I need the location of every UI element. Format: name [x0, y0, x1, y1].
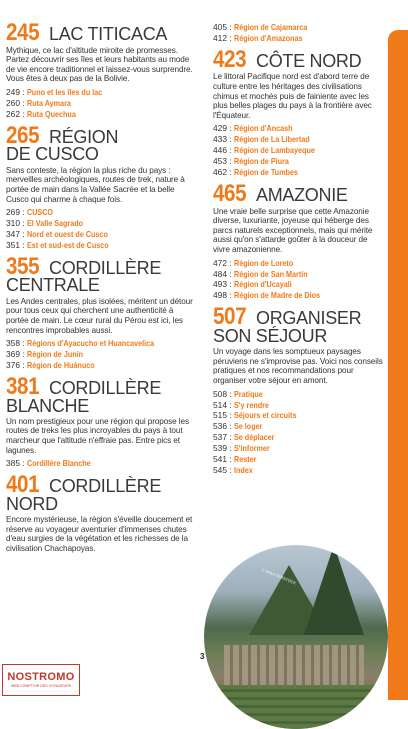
- section-description: Sans conteste, la région la plus riche du pays : merveilles archéologiques, routes de trek, nature à portée de main dans la Vallée Sacrée et la belle Cusco qui charme à chaque fois.: [6, 165, 185, 204]
- terrace-shape: [204, 685, 388, 729]
- entry-page: 514: [213, 399, 227, 410]
- section-heading: [6, 471, 198, 514]
- entry-page: 462: [213, 167, 227, 178]
- entry-page: 369: [6, 349, 20, 360]
- entry-name-link[interactable]: Se déplacer: [233, 432, 275, 443]
- section-title[interactable]: AMAZONIE: [256, 185, 348, 206]
- entry-list: [6, 87, 198, 120]
- entry-name-link[interactable]: Région de San Martín: [233, 268, 308, 279]
- entry-separator: :: [229, 454, 232, 465]
- entry-name-link[interactable]: Séjours et circuits: [233, 410, 297, 421]
- page-number: 3: [200, 652, 205, 661]
- toc-entry[interactable]: [213, 156, 383, 167]
- entry-separator: :: [22, 218, 25, 229]
- entry-page: 412: [213, 32, 227, 43]
- photo-credit: © SHUTTERSTOCK: [261, 567, 297, 586]
- entry-page: 347: [6, 228, 20, 239]
- entry-list: [6, 338, 198, 371]
- entry-name-link[interactable]: El Valle Sagrado: [26, 218, 84, 229]
- entry-name-link[interactable]: Région d'Ancash: [233, 123, 293, 134]
- section-page-number[interactable]: 401: [6, 471, 40, 499]
- entry-separator: :: [229, 123, 232, 134]
- section-heading: [213, 45, 383, 73]
- nostromo-logo[interactable]: [2, 664, 80, 696]
- toc-section: [6, 19, 198, 120]
- entry-list: [6, 458, 198, 469]
- entry-name-link[interactable]: Région d'Amazonas: [233, 32, 303, 43]
- entry-list: [213, 258, 383, 302]
- toc-entry[interactable]: [213, 123, 383, 134]
- entry-name-link[interactable]: Ruta Aymara: [26, 97, 71, 108]
- machu-picchu-photo: [204, 545, 388, 729]
- entry-name-link[interactable]: Région de Piura: [233, 156, 289, 167]
- entry-page: 545: [213, 465, 227, 476]
- entry-separator: :: [229, 421, 232, 432]
- toc-entry[interactable]: [213, 443, 383, 454]
- entry-name-link[interactable]: Puno et les îles du lac: [26, 86, 103, 97]
- toc-entry[interactable]: [213, 22, 383, 33]
- section-title[interactable]: CENTRALE: [6, 275, 100, 296]
- toc-entry[interactable]: [213, 279, 383, 290]
- toc-section: [6, 471, 198, 553]
- entry-separator: :: [229, 22, 232, 32]
- section-title[interactable]: NORD: [6, 493, 58, 514]
- section-title[interactable]: ORGANISER: [256, 308, 362, 329]
- toc-section: [213, 303, 383, 476]
- entry-separator: :: [229, 167, 232, 178]
- entry-page: 541: [213, 454, 227, 465]
- entry-page: 262: [6, 108, 20, 119]
- toc-entry[interactable]: [6, 349, 198, 360]
- entry-separator: :: [22, 108, 25, 119]
- entry-separator: :: [22, 207, 25, 218]
- toc-entry[interactable]: [213, 465, 383, 476]
- toc-section: [213, 45, 383, 178]
- entry-list: [213, 389, 383, 476]
- section-description: Le littoral Pacifique nord est d'abord terre de culture entre les héritages des civilisations chimus et mochés puis de fainiente avec les plus belles plages du pays à la frontière avec l'Équateur.: [213, 72, 372, 120]
- entry-separator: :: [229, 134, 232, 145]
- section-page-number[interactable]: 245: [6, 19, 40, 46]
- entry-name-link[interactable]: Rester: [233, 454, 257, 465]
- entry-separator: :: [229, 257, 232, 268]
- section-page-number[interactable]: 507: [213, 303, 247, 331]
- section-title[interactable]: CORDILLÈRE: [49, 377, 162, 398]
- toc-entry[interactable]: [6, 240, 198, 251]
- section-heading: [213, 180, 383, 208]
- section-title[interactable]: CORDILLÈRE: [49, 257, 162, 278]
- logo-tagline: WEB COMPTOIR DES VOYAGEURS: [10, 684, 72, 688]
- entry-separator: :: [229, 432, 232, 443]
- entry-page: 429: [213, 123, 227, 134]
- toc-entry[interactable]: [213, 145, 383, 156]
- section-title[interactable]: SON SÉJOUR: [213, 325, 328, 346]
- section-title[interactable]: LAC TITICACA: [49, 24, 168, 44]
- entry-page: 515: [213, 410, 227, 421]
- toc-entry[interactable]: [213, 167, 383, 178]
- entry-name-link[interactable]: Région de La Libertad: [233, 134, 310, 145]
- entry-page: 498: [213, 290, 227, 301]
- entry-page: 493: [213, 279, 227, 290]
- section-heading: [213, 303, 383, 346]
- entry-page: 472: [213, 257, 227, 268]
- toc-left-column: [6, 19, 198, 559]
- entry-separator: :: [229, 290, 232, 301]
- entry-name-link[interactable]: S'y rendre: [233, 399, 269, 410]
- section-description: Encore mystérieuse, la région s'éveille doucement et réserve au voyageur aventurier d'immenses chutes d'eau surgies de la végétation et les richesses de la civilisation Chachapoyas.: [6, 515, 193, 553]
- toc-entry[interactable]: [6, 87, 198, 98]
- entry-separator: :: [229, 156, 232, 167]
- entry-page: 508: [213, 388, 227, 399]
- toc-entry[interactable]: [6, 109, 198, 120]
- section-description: Un nom prestigieux pour une région qui propose les routes de treks les plus incroyables du pays à tout marcheur que l'altitude n'effraie pas. Entre pics et lagunes.: [6, 416, 189, 455]
- toc-right-column: [213, 22, 383, 481]
- toc-entry[interactable]: [6, 98, 198, 109]
- toc-entry[interactable]: [6, 229, 198, 240]
- entry-separator: :: [22, 239, 25, 250]
- entry-page: 310: [6, 218, 20, 229]
- section-title[interactable]: BLANCHE: [6, 395, 89, 416]
- section-description: Mythique, ce lac d'altitude miroite de promesses. Partez découvrir ses îles et leurs habitants au mode de vie encore traditionnel et laissez-vous surprendre. Vous êtes à deux pas de la Bolivie.: [6, 45, 193, 84]
- entry-separator: :: [229, 279, 232, 290]
- entry-list: [213, 123, 383, 178]
- section-heading: [6, 372, 198, 416]
- entry-name-link[interactable]: Régions d'Ayacucho et Huancavelica: [26, 338, 155, 349]
- entry-separator: :: [229, 145, 232, 156]
- toc-entry[interactable]: [6, 338, 198, 349]
- entry-separator: :: [229, 465, 232, 476]
- entry-name-link[interactable]: Ruta Quechua: [26, 108, 76, 119]
- entry-list: [6, 207, 198, 251]
- entry-name-link[interactable]: Région de Lambayeque: [233, 145, 315, 156]
- entry-name-link[interactable]: Nord et ouest de Cusco: [26, 228, 108, 239]
- entry-list: [213, 22, 383, 44]
- mountain-peak-shape: [304, 545, 364, 635]
- section-description: Un voyage dans les somptueux paysages péruviens ne s'improvise pas. Voici nos conseils pratiques et nos recommandations pour organiser votre séjour en amont.: [213, 347, 383, 386]
- entry-page: 433: [213, 134, 227, 145]
- entry-page: 249: [6, 86, 20, 97]
- entry-page: 539: [213, 443, 227, 454]
- entry-page: 536: [213, 421, 227, 432]
- entry-separator: :: [22, 458, 25, 469]
- toc-entry[interactable]: [213, 400, 383, 411]
- toc-entry[interactable]: [213, 389, 383, 400]
- entry-name-link[interactable]: Région d'Ucayali: [233, 279, 292, 290]
- toc-section: [213, 22, 383, 44]
- entry-page: 537: [213, 432, 227, 443]
- section-description: Une vraie belle surprise que cette Amazonie diverse, luxuriante, joyeuse qui héberge des parcs naturels exceptionnels, mais qui mérite aussi qu'on s'attarde goûter à la douceur de vivre amazonienne.: [213, 206, 373, 254]
- section-description: Les Andes centrales, plus isolées, méritent un détour pour tous ceux qui cherchent une authenticité à portée de main. Le cœur rural du Pérou est ici, les rencontres improbables aussi.: [6, 296, 193, 335]
- entry-page: 405: [213, 22, 227, 32]
- section-page-number[interactable]: 265: [6, 121, 40, 149]
- toc-entry[interactable]: [213, 269, 383, 280]
- entry-separator: :: [22, 338, 25, 349]
- section-heading: [6, 121, 198, 165]
- section-heading: [6, 252, 198, 296]
- toc-entry[interactable]: [6, 218, 198, 229]
- entry-name-link[interactable]: Région de Cajamarca: [233, 22, 308, 32]
- entry-separator: :: [22, 86, 25, 97]
- entry-name-link[interactable]: Région de Loreto: [233, 257, 294, 268]
- entry-separator: :: [22, 228, 25, 239]
- entry-name-link[interactable]: Région de Madre de Dios: [233, 290, 321, 301]
- section-title[interactable]: CÔTE NORD: [256, 50, 362, 71]
- entry-page: 358: [6, 338, 20, 349]
- toc-entry[interactable]: [213, 410, 383, 421]
- section-heading: [6, 19, 198, 46]
- section-page-number[interactable]: 423: [213, 45, 247, 73]
- entry-page: 376: [6, 359, 20, 370]
- entry-separator: :: [22, 349, 25, 360]
- entry-page: 446: [213, 145, 227, 156]
- section-title[interactable]: DE CUSCO: [6, 144, 99, 165]
- entry-page: 351: [6, 239, 20, 250]
- entry-separator: :: [229, 410, 232, 421]
- entry-page: 385: [6, 458, 20, 469]
- section-page-number[interactable]: 355: [6, 252, 40, 280]
- entry-name-link[interactable]: Se loger: [233, 421, 263, 432]
- entry-page: 484: [213, 268, 227, 279]
- ruins-shape: [224, 645, 364, 685]
- toc-entry[interactable]: [213, 258, 383, 269]
- toc-entry[interactable]: [213, 454, 383, 465]
- toc-entry[interactable]: [213, 134, 383, 145]
- toc-entry[interactable]: [213, 290, 383, 301]
- toc-section: [6, 372, 198, 469]
- entry-separator: :: [229, 443, 232, 454]
- entry-page: 453: [213, 156, 227, 167]
- toc-entry[interactable]: [6, 207, 198, 218]
- entry-page: 260: [6, 97, 20, 108]
- orange-edge-tab: [388, 30, 408, 700]
- entry-name-link[interactable]: S'informer: [233, 443, 270, 454]
- section-title[interactable]: RÉGION: [49, 126, 119, 147]
- toc-entry[interactable]: [6, 360, 198, 371]
- entry-name-link[interactable]: Index: [233, 465, 253, 476]
- toc-section: [6, 252, 198, 371]
- section-page-number[interactable]: 381: [6, 372, 40, 400]
- entry-separator: :: [229, 399, 232, 410]
- entry-separator: :: [229, 268, 232, 279]
- entry-name-link[interactable]: Est et sud-est de Cusco: [26, 239, 109, 250]
- toc-entry[interactable]: [213, 432, 383, 443]
- entry-separator: :: [229, 388, 232, 399]
- toc-section: [6, 121, 198, 251]
- entry-name-link[interactable]: Région de Huánuco: [26, 359, 95, 370]
- entry-name-link[interactable]: Région de Junín: [26, 349, 83, 360]
- logo-name: NOSTROMO: [7, 671, 75, 683]
- entry-name-link[interactable]: Région de Tumbes: [233, 167, 298, 178]
- section-page-number[interactable]: 465: [213, 180, 247, 208]
- toc-entry[interactable]: [6, 458, 198, 469]
- section-title[interactable]: CORDILLÈRE: [49, 476, 162, 497]
- entry-separator: :: [22, 97, 25, 108]
- toc-entry[interactable]: [213, 421, 383, 432]
- entry-page: 269: [6, 207, 20, 218]
- toc-section: [213, 180, 383, 301]
- entry-name-link[interactable]: Pratique: [233, 388, 263, 399]
- toc-entry[interactable]: [213, 33, 383, 44]
- entry-separator: :: [229, 32, 232, 43]
- entry-separator: :: [22, 359, 25, 370]
- entry-name-link[interactable]: CUSCO: [26, 207, 53, 218]
- entry-name-link[interactable]: Cordillère Blanche: [26, 458, 91, 469]
